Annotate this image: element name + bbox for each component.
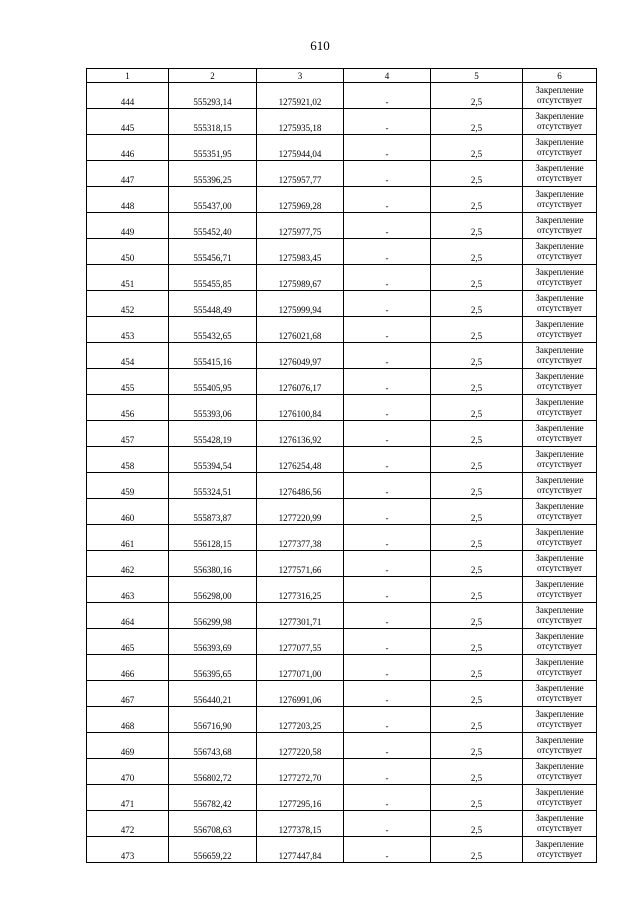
x-coordinate-cell: 556743,68 bbox=[169, 733, 257, 759]
col5-cell: 2,5 bbox=[431, 421, 523, 447]
table-row bbox=[87, 655, 597, 681]
point-number-cell: 465 bbox=[87, 629, 169, 655]
fixation-cell: Закрепление отсутствует bbox=[523, 577, 597, 603]
x-coordinate-cell: 555394,54 bbox=[169, 447, 257, 473]
point-number-cell: 470 bbox=[87, 759, 169, 785]
table-row bbox=[87, 369, 597, 395]
y-coordinate-cell: 1276486,56 bbox=[257, 473, 344, 499]
col4-cell: - bbox=[344, 629, 431, 655]
col4-cell: - bbox=[344, 603, 431, 629]
col5-cell: 2,5 bbox=[431, 343, 523, 369]
table-row bbox=[87, 109, 597, 135]
table-header bbox=[87, 69, 597, 83]
col5-cell: 2,5 bbox=[431, 369, 523, 395]
y-coordinate-cell: 1275977,75 bbox=[257, 213, 344, 239]
y-coordinate-cell: 1277077,55 bbox=[257, 629, 344, 655]
point-number-cell: 453 bbox=[87, 317, 169, 343]
col4-cell: - bbox=[344, 161, 431, 187]
table-row bbox=[87, 83, 597, 109]
y-coordinate-cell: 1276991,06 bbox=[257, 681, 344, 707]
col5-cell: 2,5 bbox=[431, 837, 523, 863]
y-coordinate-cell: 1275944,04 bbox=[257, 135, 344, 161]
col5-cell: 2,5 bbox=[431, 707, 523, 733]
y-coordinate-cell: 1275935,18 bbox=[257, 109, 344, 135]
col5-cell: 2,5 bbox=[431, 603, 523, 629]
fixation-cell: Закрепление отсутствует bbox=[523, 681, 597, 707]
y-coordinate-cell: 1275921,02 bbox=[257, 83, 344, 109]
table-row bbox=[87, 837, 597, 863]
col5-cell: 2,5 bbox=[431, 83, 523, 109]
x-coordinate-cell: 556659,22 bbox=[169, 837, 257, 863]
point-number-cell: 444 bbox=[87, 83, 169, 109]
column-header: 6 bbox=[523, 69, 597, 83]
fixation-cell: Закрепление отсутствует bbox=[523, 655, 597, 681]
x-coordinate-cell: 555351,95 bbox=[169, 135, 257, 161]
y-coordinate-cell: 1275999,94 bbox=[257, 291, 344, 317]
x-coordinate-cell: 556298,00 bbox=[169, 577, 257, 603]
col5-cell: 2,5 bbox=[431, 473, 523, 499]
table-row bbox=[87, 785, 597, 811]
point-number-cell: 451 bbox=[87, 265, 169, 291]
col5-cell: 2,5 bbox=[431, 161, 523, 187]
y-coordinate-cell: 1276100,84 bbox=[257, 395, 344, 421]
col4-cell: - bbox=[344, 291, 431, 317]
fixation-cell: Закрепление отсутствует bbox=[523, 473, 597, 499]
point-number-cell: 450 bbox=[87, 239, 169, 265]
col5-cell: 2,5 bbox=[431, 655, 523, 681]
y-coordinate-cell: 1277295,16 bbox=[257, 785, 344, 811]
point-number-cell: 448 bbox=[87, 187, 169, 213]
table-row bbox=[87, 239, 597, 265]
x-coordinate-cell: 555318,15 bbox=[169, 109, 257, 135]
fixation-cell: Закрепление отсутствует bbox=[523, 239, 597, 265]
fixation-cell: Закрепление отсутствует bbox=[523, 447, 597, 473]
col4-cell: - bbox=[344, 577, 431, 603]
x-coordinate-cell: 555405,95 bbox=[169, 369, 257, 395]
col4-cell: - bbox=[344, 837, 431, 863]
x-coordinate-cell: 555428,19 bbox=[169, 421, 257, 447]
column-header: 4 bbox=[344, 69, 431, 83]
table-row bbox=[87, 759, 597, 785]
x-coordinate-cell: 555437,00 bbox=[169, 187, 257, 213]
y-coordinate-cell: 1277220,58 bbox=[257, 733, 344, 759]
fixation-cell: Закрепление отсутствует bbox=[523, 395, 597, 421]
point-number-cell: 469 bbox=[87, 733, 169, 759]
table-row bbox=[87, 135, 597, 161]
col4-cell: - bbox=[344, 421, 431, 447]
x-coordinate-cell: 556708,63 bbox=[169, 811, 257, 837]
table-row bbox=[87, 317, 597, 343]
col5-cell: 2,5 bbox=[431, 291, 523, 317]
table-row bbox=[87, 395, 597, 421]
fixation-cell: Закрепление отсутствует bbox=[523, 187, 597, 213]
col4-cell: - bbox=[344, 317, 431, 343]
table-row bbox=[87, 681, 597, 707]
x-coordinate-cell: 555448,49 bbox=[169, 291, 257, 317]
col5-cell: 2,5 bbox=[431, 733, 523, 759]
table-row bbox=[87, 577, 597, 603]
x-coordinate-cell: 555415,16 bbox=[169, 343, 257, 369]
col4-cell: - bbox=[344, 187, 431, 213]
fixation-cell: Закрепление отсутствует bbox=[523, 135, 597, 161]
point-number-cell: 457 bbox=[87, 421, 169, 447]
fixation-cell: Закрепление отсутствует bbox=[523, 707, 597, 733]
point-number-cell: 454 bbox=[87, 343, 169, 369]
point-number-cell: 468 bbox=[87, 707, 169, 733]
table-row bbox=[87, 811, 597, 837]
fixation-cell: Закрепление отсутствует bbox=[523, 369, 597, 395]
table-row bbox=[87, 525, 597, 551]
col4-cell: - bbox=[344, 525, 431, 551]
point-number-cell: 464 bbox=[87, 603, 169, 629]
col5-cell: 2,5 bbox=[431, 239, 523, 265]
column-header: 2 bbox=[169, 69, 257, 83]
table-row bbox=[87, 291, 597, 317]
point-number-cell: 456 bbox=[87, 395, 169, 421]
col4-cell: - bbox=[344, 785, 431, 811]
point-number-cell: 466 bbox=[87, 655, 169, 681]
col5-cell: 2,5 bbox=[431, 785, 523, 811]
x-coordinate-cell: 555452,40 bbox=[169, 213, 257, 239]
fixation-cell: Закрепление отсутствует bbox=[523, 759, 597, 785]
point-number-cell: 463 bbox=[87, 577, 169, 603]
col5-cell: 2,5 bbox=[431, 525, 523, 551]
col5-cell: 2,5 bbox=[431, 317, 523, 343]
col5-cell: 2,5 bbox=[431, 135, 523, 161]
point-number-cell: 473 bbox=[87, 837, 169, 863]
fixation-cell: Закрепление отсутствует bbox=[523, 343, 597, 369]
table-body bbox=[87, 83, 597, 863]
col4-cell: - bbox=[344, 265, 431, 291]
col4-cell: - bbox=[344, 707, 431, 733]
fixation-cell: Закрепление отсутствует bbox=[523, 83, 597, 109]
x-coordinate-cell: 556380,16 bbox=[169, 551, 257, 577]
x-coordinate-cell: 556440,21 bbox=[169, 681, 257, 707]
fixation-cell: Закрепление отсутствует bbox=[523, 551, 597, 577]
y-coordinate-cell: 1276021,68 bbox=[257, 317, 344, 343]
point-number-cell: 445 bbox=[87, 109, 169, 135]
x-coordinate-cell: 555455,85 bbox=[169, 265, 257, 291]
table-row bbox=[87, 343, 597, 369]
fixation-cell: Закрепление отсутствует bbox=[523, 837, 597, 863]
col4-cell: - bbox=[344, 733, 431, 759]
y-coordinate-cell: 1277220,99 bbox=[257, 499, 344, 525]
x-coordinate-cell: 555432,65 bbox=[169, 317, 257, 343]
point-number-cell: 460 bbox=[87, 499, 169, 525]
y-coordinate-cell: 1277447,84 bbox=[257, 837, 344, 863]
col4-cell: - bbox=[344, 135, 431, 161]
x-coordinate-cell: 556393,69 bbox=[169, 629, 257, 655]
coordinates-table bbox=[86, 68, 597, 863]
point-number-cell: 455 bbox=[87, 369, 169, 395]
fixation-cell: Закрепление отсутствует bbox=[523, 109, 597, 135]
col5-cell: 2,5 bbox=[431, 213, 523, 239]
col4-cell: - bbox=[344, 213, 431, 239]
col5-cell: 2,5 bbox=[431, 499, 523, 525]
x-coordinate-cell: 555293,14 bbox=[169, 83, 257, 109]
fixation-cell: Закрепление отсутствует bbox=[523, 421, 597, 447]
y-coordinate-cell: 1277571,66 bbox=[257, 551, 344, 577]
x-coordinate-cell: 556395,65 bbox=[169, 655, 257, 681]
col5-cell: 2,5 bbox=[431, 447, 523, 473]
col5-cell: 2,5 bbox=[431, 395, 523, 421]
col4-cell: - bbox=[344, 239, 431, 265]
x-coordinate-cell: 555396,25 bbox=[169, 161, 257, 187]
col5-cell: 2,5 bbox=[431, 551, 523, 577]
x-coordinate-cell: 555873,87 bbox=[169, 499, 257, 525]
y-coordinate-cell: 1277316,25 bbox=[257, 577, 344, 603]
column-header: 5 bbox=[431, 69, 523, 83]
table-row bbox=[87, 603, 597, 629]
fixation-cell: Закрепление отсутствует bbox=[523, 733, 597, 759]
header-row bbox=[87, 69, 597, 83]
col5-cell: 2,5 bbox=[431, 759, 523, 785]
y-coordinate-cell: 1277301,71 bbox=[257, 603, 344, 629]
col5-cell: 2,5 bbox=[431, 109, 523, 135]
y-coordinate-cell: 1277203,25 bbox=[257, 707, 344, 733]
x-coordinate-cell: 556782,42 bbox=[169, 785, 257, 811]
fixation-cell: Закрепление отсутствует bbox=[523, 811, 597, 837]
table-row bbox=[87, 551, 597, 577]
fixation-cell: Закрепление отсутствует bbox=[523, 317, 597, 343]
col4-cell: - bbox=[344, 811, 431, 837]
col5-cell: 2,5 bbox=[431, 811, 523, 837]
x-coordinate-cell: 555393,06 bbox=[169, 395, 257, 421]
col5-cell: 2,5 bbox=[431, 681, 523, 707]
table-row bbox=[87, 473, 597, 499]
fixation-cell: Закрепление отсутствует bbox=[523, 603, 597, 629]
table-row bbox=[87, 499, 597, 525]
fixation-cell: Закрепление отсутствует bbox=[523, 525, 597, 551]
table-row bbox=[87, 629, 597, 655]
table-row bbox=[87, 265, 597, 291]
x-coordinate-cell: 556802,72 bbox=[169, 759, 257, 785]
y-coordinate-cell: 1277378,15 bbox=[257, 811, 344, 837]
col4-cell: - bbox=[344, 395, 431, 421]
table-row bbox=[87, 447, 597, 473]
col4-cell: - bbox=[344, 473, 431, 499]
col4-cell: - bbox=[344, 109, 431, 135]
table-row bbox=[87, 707, 597, 733]
col4-cell: - bbox=[344, 655, 431, 681]
col4-cell: - bbox=[344, 369, 431, 395]
col4-cell: - bbox=[344, 499, 431, 525]
page-number: 610 bbox=[310, 38, 330, 53]
table-row bbox=[87, 161, 597, 187]
fixation-cell: Закрепление отсутствует bbox=[523, 785, 597, 811]
column-header: 3 bbox=[257, 69, 344, 83]
y-coordinate-cell: 1277272,70 bbox=[257, 759, 344, 785]
x-coordinate-cell: 555456,71 bbox=[169, 239, 257, 265]
col5-cell: 2,5 bbox=[431, 629, 523, 655]
col4-cell: - bbox=[344, 759, 431, 785]
col4-cell: - bbox=[344, 551, 431, 577]
y-coordinate-cell: 1277377,38 bbox=[257, 525, 344, 551]
point-number-cell: 446 bbox=[87, 135, 169, 161]
fixation-cell: Закрепление отсутствует bbox=[523, 213, 597, 239]
y-coordinate-cell: 1277071,00 bbox=[257, 655, 344, 681]
fixation-cell: Закрепление отсутствует bbox=[523, 291, 597, 317]
point-number-cell: 447 bbox=[87, 161, 169, 187]
point-number-cell: 467 bbox=[87, 681, 169, 707]
col4-cell: - bbox=[344, 681, 431, 707]
col5-cell: 2,5 bbox=[431, 265, 523, 291]
fixation-cell: Закрепление отсутствует bbox=[523, 161, 597, 187]
y-coordinate-cell: 1275957,77 bbox=[257, 161, 344, 187]
point-number-cell: 458 bbox=[87, 447, 169, 473]
y-coordinate-cell: 1276254,48 bbox=[257, 447, 344, 473]
y-coordinate-cell: 1276049,97 bbox=[257, 343, 344, 369]
point-number-cell: 459 bbox=[87, 473, 169, 499]
col4-cell: - bbox=[344, 447, 431, 473]
table-row bbox=[87, 733, 597, 759]
col4-cell: - bbox=[344, 343, 431, 369]
y-coordinate-cell: 1275989,67 bbox=[257, 265, 344, 291]
x-coordinate-cell: 556716,90 bbox=[169, 707, 257, 733]
point-number-cell: 462 bbox=[87, 551, 169, 577]
column-header: 1 bbox=[87, 69, 169, 83]
y-coordinate-cell: 1276076,17 bbox=[257, 369, 344, 395]
fixation-cell: Закрепление отсутствует bbox=[523, 629, 597, 655]
x-coordinate-cell: 556299,98 bbox=[169, 603, 257, 629]
table-row bbox=[87, 213, 597, 239]
col4-cell: - bbox=[344, 83, 431, 109]
x-coordinate-cell: 556128,15 bbox=[169, 525, 257, 551]
table-row bbox=[87, 421, 597, 447]
point-number-cell: 452 bbox=[87, 291, 169, 317]
point-number-cell: 461 bbox=[87, 525, 169, 551]
y-coordinate-cell: 1275969,28 bbox=[257, 187, 344, 213]
point-number-cell: 472 bbox=[87, 811, 169, 837]
point-number-cell: 449 bbox=[87, 213, 169, 239]
col5-cell: 2,5 bbox=[431, 187, 523, 213]
y-coordinate-cell: 1276136,92 bbox=[257, 421, 344, 447]
point-number-cell: 471 bbox=[87, 785, 169, 811]
col5-cell: 2,5 bbox=[431, 577, 523, 603]
table-row bbox=[87, 187, 597, 213]
y-coordinate-cell: 1275983,45 bbox=[257, 239, 344, 265]
fixation-cell: Закрепление отсутствует bbox=[523, 265, 597, 291]
fixation-cell: Закрепление отсутствует bbox=[523, 499, 597, 525]
x-coordinate-cell: 555324,51 bbox=[169, 473, 257, 499]
